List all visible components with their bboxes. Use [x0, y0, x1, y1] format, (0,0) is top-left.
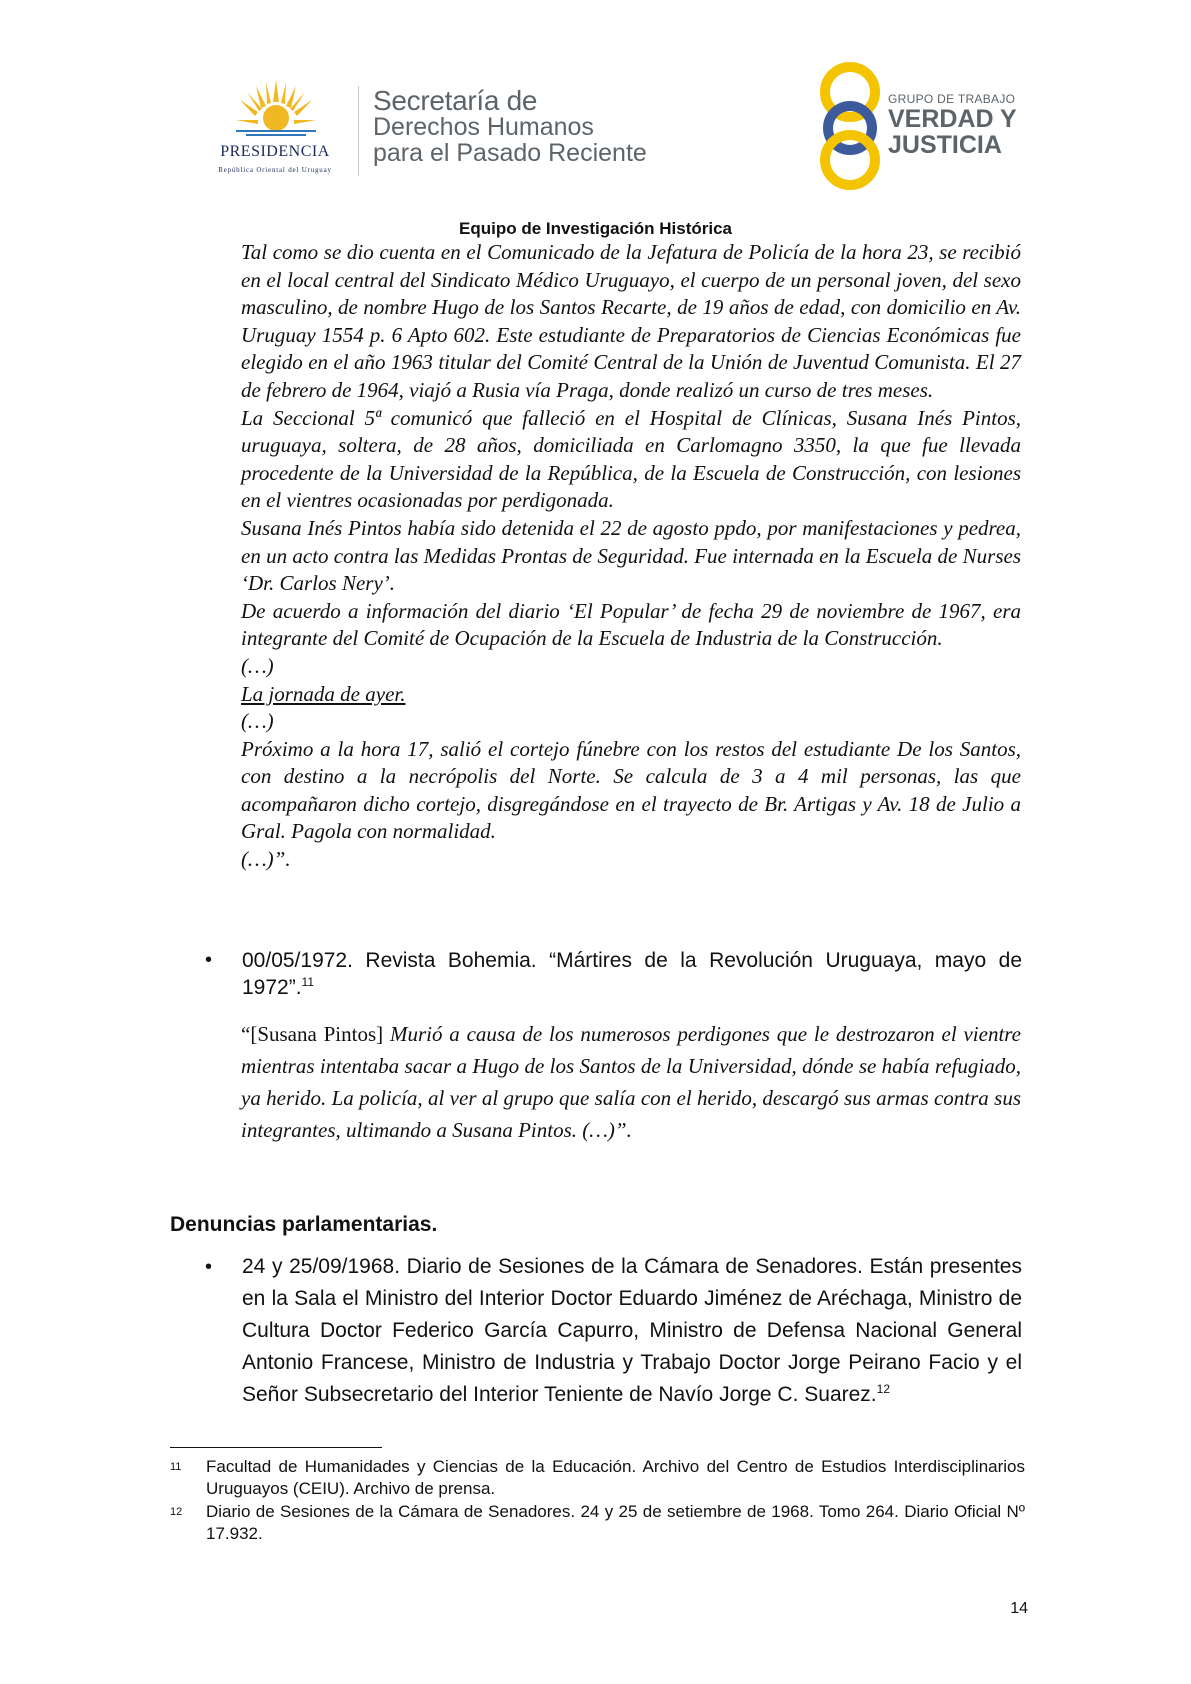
footnote-ref: 11	[301, 975, 315, 989]
team-title: Equipo de Investigación Histórica	[459, 219, 732, 238]
quote-paragraph: Tal como se dio cuenta en el Comunicado de la Jefatura de Policía de la hora 23, se recibió en el local central del Sindicato Médico Uruguayo, el cuerpo de un personal joven, del sexo masculino, de nombre Hugo de los Santos Recarte, de 19 años de edad, con domicilio en Av. Uruguay 1554 p. 6 Apto 602. Este estudiante de Preparatorios de Ciencias Económicas fue elegido en el año 1963 titular del Comité Central de la Unión de Juventud Comunista. El 27 de febrero de 1964, viajó a Rusia vía Praga, donde realizó un curso de tres meses.	[241, 240, 1021, 402]
footnote-text: Diario de Sesiones de la Cámara de Senadores. 24 y 25 de setiembre de 1968. Tomo 264. Diario Oficial Nº 17.932.	[206, 1502, 1025, 1543]
presidencia-name: PRESIDENCIA	[220, 143, 330, 160]
header-divider	[358, 86, 359, 176]
bullet-text	[242, 1251, 1022, 1411]
bullet-text	[242, 947, 1022, 1001]
presidencia-logo	[196, 78, 354, 178]
quote-ellipsis: (…)	[241, 653, 274, 678]
footnote-number: 11	[170, 1461, 182, 1473]
grupo-line3: JUSTICIA	[888, 131, 1002, 159]
footnote-text: Facultad de Humanidades y Ciencias de la Educación. Archivo del Centro de Estudios Interdisciplinarios Uruguayos (CEIU). Archivo de prensa.	[206, 1457, 1025, 1498]
section-heading: Denuncias parlamentarias.	[170, 1213, 438, 1236]
grupo-line2: VERDAD Y	[888, 105, 1017, 133]
secretaria-logo-text	[373, 85, 647, 167]
quote-subheading: La jornada de ayer.	[241, 681, 406, 706]
quote-paragraph: Susana Inés Pintos había sido detenida el 22 de agosto ppdo, por manifestaciones y pedrea, en un acto contra las Medidas Prontas de Seguridad. Fue internada en la Escuela de Nurses ‘Dr. Carlos Nery’.	[241, 515, 1021, 596]
bullet-marker: •	[205, 949, 213, 971]
footnote	[170, 1501, 1025, 1547]
quote-prefix: “[Susana Pintos]	[241, 1022, 390, 1046]
press-quote	[241, 239, 1021, 874]
grupo-line1: GRUPO DE TRABAJO	[888, 92, 1016, 106]
page-header	[0, 0, 1191, 200]
bullet-text-body: 24 y 25/09/1968. Diario de Sesiones de la Cámara de Senadores. Están presentes en la Sala el Ministro del Interior Doctor Eduardo Jiménez de Aréchaga, Ministro de Cultura Doctor Federico García Capurro, Ministro de Defensa Nacional General Antonio Francese, Ministro de Industria y Trabajo Doctor Jorge Peirano Facio y el Señor Subsecretario del Interior Teniente de Navío Jorge C. Suarez.	[242, 1255, 1022, 1406]
quote-text: Murió a causa de los numerosos perdigones que le destrozaron el vientre mientras intentaba sacar a Hugo de los Santos de la Universidad, dónde se había refugiado, ya herido. La policía, al ver al grupo que salía con el herido, descargó sus armas contra sus integrantes, ultimando a Susana Pintos. (…)”.	[241, 1022, 1022, 1142]
sun-icon	[236, 78, 316, 138]
secretaria-line1: Secretaría de	[373, 85, 538, 116]
quote-ellipsis: (…)”.	[241, 847, 291, 872]
quote-paragraph: La Seccional 5ª comunicó que falleció en el Hospital de Clínicas, Susana Inés Pintos, uruguaya, soltera, de 28 años, domiciliada en Carlomagno 3350, la que fue llevada procedente de la Universidad de la República, de la Escuela de Construcción, con lesiones en el vientres ocasionadas por perdigonada.	[241, 405, 1021, 513]
grupo-trabajo-text	[888, 92, 1017, 158]
quote-paragraph: De acuerdo a información del diario ‘El Popular’ de fecha 29 de noviembre de 1967, era integrante del Comité de Ocupación de la Escuela de Industria de la Construcción.	[241, 598, 1021, 651]
secretaria-line3: para el Pasado Reciente	[373, 139, 647, 167]
presidencia-subtitle: República Oriental del Uruguay	[218, 166, 332, 174]
footnote-divider	[170, 1447, 382, 1448]
bullet-text-body: 00/05/1972. Revista Bohemia. “Mártires de la Revolución Uruguaya, mayo de 1972”.	[242, 949, 1022, 999]
secretaria-line2: Derechos Humanos	[373, 113, 594, 141]
quote-ellipsis: (…)	[241, 709, 274, 734]
footnote	[170, 1456, 1025, 1502]
footnote-ref: 12	[876, 1382, 890, 1396]
bullet-marker: •	[205, 1256, 213, 1278]
bohemia-quote	[241, 1018, 1021, 1146]
page-number: 14	[1010, 1600, 1028, 1617]
quote-paragraph: Próximo a la hora 17, salió el cortejo fúnebre con los restos del estudiante De los Santos, con destino a la necrópolis del Norte. Se calcula de 3 a 4 mil personas, las que acompañaron dicho cortejo, disgregándose en el trayecto de Br. Artigas y Av. 18 de Julio a Gral. Pagola con normalidad.	[241, 736, 1021, 844]
footnote-number: 12	[170, 1506, 183, 1518]
